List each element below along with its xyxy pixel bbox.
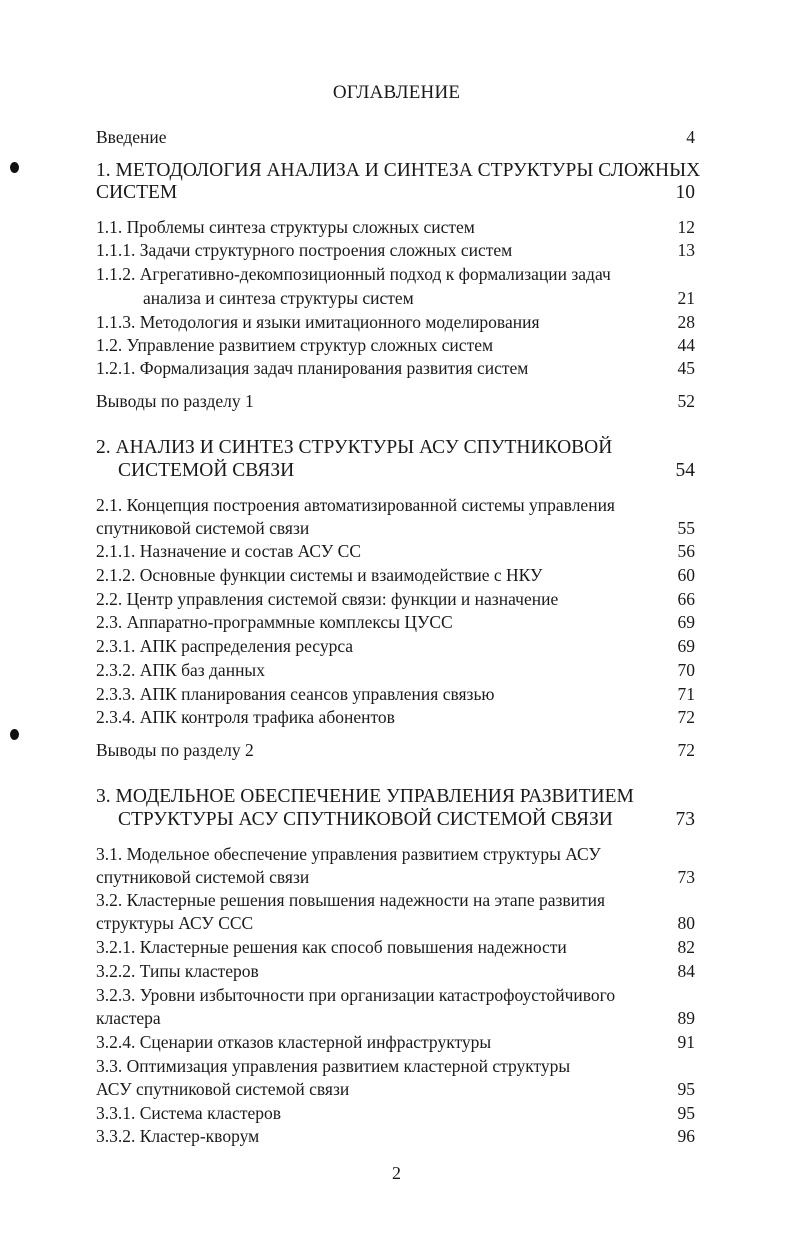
- toc-entry-text: 3.2. Кластерные решения повышения надежности на этапе развития: [96, 890, 606, 910]
- binder-hole-mark: [10, 162, 19, 173]
- toc-entry-page: 52: [677, 391, 695, 411]
- toc-entry-text: 1.1. Проблемы синтеза структуры сложных систем: [96, 217, 475, 237]
- toc-entry-page: 84: [677, 961, 695, 981]
- toc-entry-text: Выводы по разделу 2: [96, 740, 254, 760]
- toc-entry-page: 66: [677, 589, 695, 609]
- toc-entry-page: 71: [677, 684, 695, 704]
- toc-entry-page: 89: [677, 1008, 695, 1028]
- toc-entry-page: 80: [677, 913, 695, 933]
- toc-entry-text: Введение: [96, 127, 167, 147]
- toc-entry-text-cont: СТРУКТУРЫ АСУ СПУТНИКОВОЙ СИСТЕМОЙ СВЯЗИ: [118, 809, 613, 830]
- toc-entry-text: 2.3.4. АПК контроля трафика абонентов: [96, 707, 395, 727]
- toc-entry-text-cont: структуры АСУ ССС: [96, 913, 254, 933]
- binder-hole-mark: [10, 729, 19, 740]
- toc-entry-text: 2.3.3. АПК планирования сеансов управления связью: [96, 684, 495, 704]
- toc-entry-page: 44: [677, 335, 695, 355]
- toc-entry-page: 70: [677, 660, 695, 680]
- toc-entry-text-cont: СИСТЕМОЙ СВЯЗИ: [118, 460, 295, 481]
- toc-entry-text-cont: спутниковой системой связи: [96, 867, 310, 887]
- toc-entry-text: 2.3.1. АПК распределения ресурса: [96, 636, 354, 656]
- toc-entry-text: 2.3. Аппаратно-программные комплексы ЦУСС: [96, 612, 453, 632]
- toc-entry-page: 10: [675, 182, 695, 203]
- toc-entry-text: 2.1. Концепция построения автоматизированной системы управления: [96, 495, 615, 515]
- toc-entry-text: 1. МЕТОДОЛОГИЯ АНАЛИЗА И СИНТЕЗА СТРУКТУРЫ СЛОЖНЫХ: [96, 160, 701, 181]
- toc-entry-text: 3.1. Модельное обеспечение управления развитием структуры АСУ: [96, 844, 601, 864]
- toc-entry-text: 3.3. Оптимизация управления развитием кластерной структуры: [96, 1056, 571, 1076]
- toc-entry-text-cont: анализа и синтеза структуры систем: [143, 288, 414, 308]
- toc-entry-text: 2.2. Центр управления системой связи: функции и назначение: [96, 589, 559, 609]
- toc-entry-text: 2.3.2. АПК баз данных: [96, 660, 265, 680]
- toc-entry-page: 4: [686, 127, 695, 147]
- toc-entry-page: 69: [677, 612, 695, 632]
- toc-title: ОГЛАВЛЕНИЕ: [332, 82, 461, 103]
- toc-entry-page: 54: [675, 460, 695, 481]
- toc-entry-text-cont: АСУ спутниковой системой связи: [96, 1079, 350, 1099]
- toc-entry-text: 3.2.2. Типы кластеров: [96, 961, 259, 981]
- toc-entry-text: 3.2.4. Сценарии отказов кластерной инфраструктуры: [96, 1032, 492, 1052]
- toc-entry-page: 82: [677, 937, 695, 957]
- toc-entry-text: 1.1.3. Методология и языки имитационного моделирования: [96, 312, 540, 332]
- toc-entry-text-cont: кластера: [96, 1008, 161, 1028]
- toc-entry-text: 3.2.1. Кластерные решения как способ повышения надежности: [96, 937, 567, 957]
- toc-entry-page: 72: [677, 707, 695, 727]
- toc-entry-page: 28: [677, 312, 695, 332]
- toc-entry-text: 1.2.1. Формализация задач планирования развития систем: [96, 358, 529, 378]
- toc-entry-page: 12: [677, 217, 695, 237]
- toc-entry-text: 2.1.1. Назначение и состав АСУ СС: [96, 541, 361, 561]
- toc-entry-text: 3.2.3. Уровни избыточности при организации катастрофоустойчивого: [96, 985, 616, 1005]
- toc-entry-text: 1.1.1. Задачи структурного построения сложных систем: [96, 240, 513, 260]
- toc-entry-text: 3.3.1. Система кластеров: [96, 1103, 282, 1123]
- toc-entry-text: 1.2. Управление развитием структур сложных систем: [96, 335, 494, 355]
- toc-entry-page: 73: [675, 809, 695, 830]
- toc-entry-page: 60: [677, 565, 695, 585]
- toc-entry-page: 45: [677, 358, 695, 378]
- toc-entry-text: 2.1.2. Основные функции системы и взаимодействие с НКУ: [96, 565, 543, 585]
- toc-entry-page: 95: [677, 1103, 695, 1123]
- toc-entry-text: 3.3.2. Кластер-кворум: [96, 1126, 260, 1146]
- toc-entry-page: 72: [677, 740, 695, 760]
- toc-entry-page: 73: [677, 867, 695, 887]
- toc-entry-page: 56: [677, 541, 695, 561]
- toc-entry-page: 13: [677, 240, 695, 260]
- toc-entry-page: 21: [677, 288, 695, 308]
- toc-entry-page: 69: [677, 636, 695, 656]
- toc-entry-text: 1.1.2. Агрегативно-декомпозиционный подход к формализации задач: [96, 264, 611, 284]
- toc-entry-text-cont: спутниковой системой связи: [96, 518, 310, 538]
- toc-entry-page: 91: [677, 1032, 695, 1052]
- toc-entry-page: 96: [677, 1126, 695, 1146]
- page-number: 2: [392, 1163, 401, 1183]
- toc-entry-text: Выводы по разделу 1: [96, 391, 254, 411]
- toc-entry-text-cont: СИСТЕМ: [96, 182, 178, 203]
- toc-entry-page: 95: [677, 1079, 695, 1099]
- toc-entry-text: 2. АНАЛИЗ И СИНТЕЗ СТРУКТУРЫ АСУ СПУТНИКОВОЙ: [96, 437, 613, 458]
- toc-entry-text: 3. МОДЕЛЬНОЕ ОБЕСПЕЧЕНИЕ УПРАВЛЕНИЯ РАЗВИТИЕМ: [96, 786, 634, 807]
- toc-entry-page: 55: [677, 518, 695, 538]
